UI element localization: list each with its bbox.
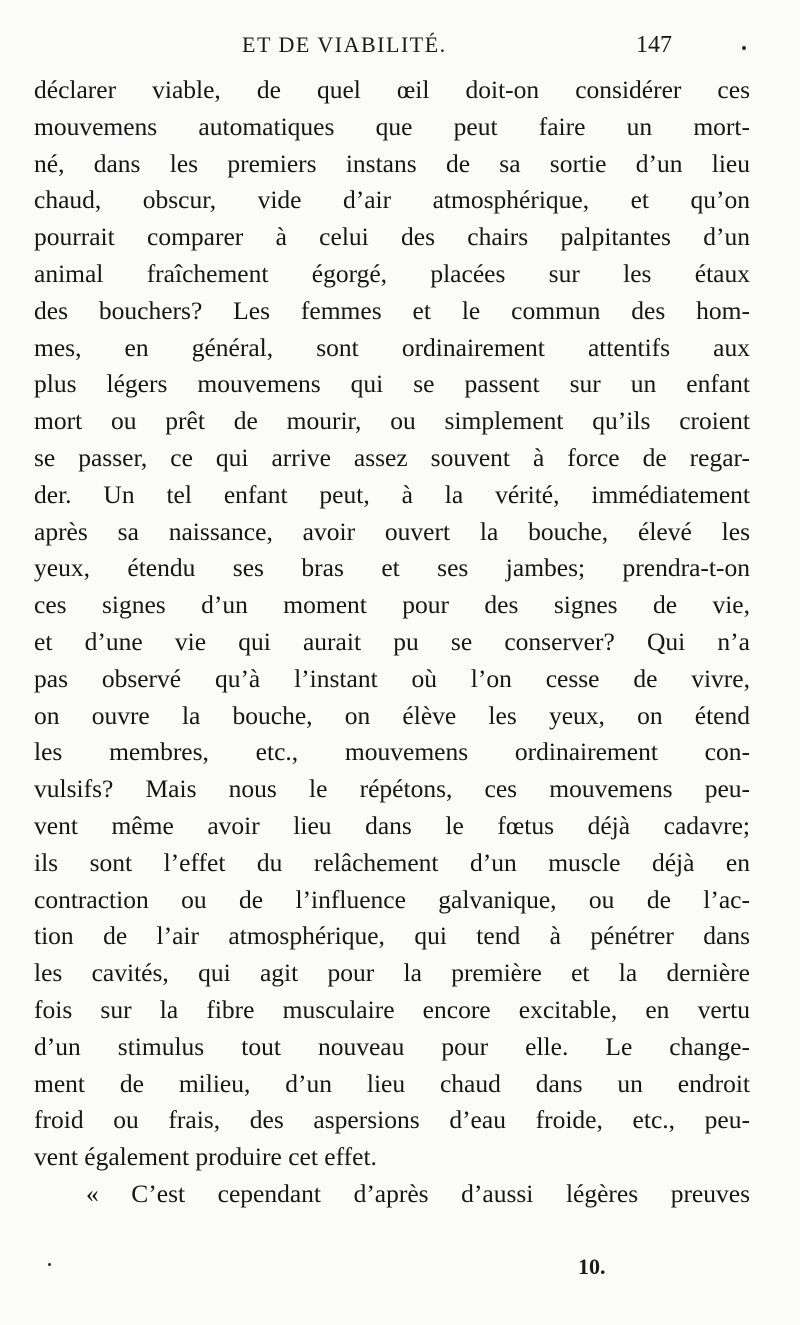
text-line: les membres, etc., mouvemens ordinairement con- [34,737,750,767]
text-line: mouvemens automatiques que peut faire un mort- [34,111,750,141]
text-line: et d’une vie qui aurait pu se conserver? Qui n’a [34,626,750,656]
text-line: après sa naissance, avoir ouvert la bouche, élevé les [34,516,750,546]
text-line: plus légers mouvemens qui se passent sur un enfant [34,369,750,399]
paragraph-end-line: vent également produire cet effet. [34,1142,377,1172]
text-line: d’un stimulus tout nouveau pour elle. Le change- [34,1031,750,1061]
text-line: vent même avoir lieu dans le fœtus déjà cadavre; [34,810,750,840]
text-line: pourrait comparer à celui des chairs palpitantes d’un [34,222,750,252]
text-line: animal fraîchement égorgé, placées sur les étaux [34,258,750,288]
text-line: fois sur la fibre musculaire encore excitable, en vertu [34,994,750,1024]
text-line: froid ou frais, des aspersions d’eau froide, etc., peu- [34,1105,750,1135]
ink-speck [48,1263,51,1266]
text-line: chaud, obscur, vide d’air atmosphérique, et qu’on [34,185,750,215]
text-line: mes, en général, sont ordinairement attentifs aux [34,332,750,362]
running-title: ET DE VIABILITÉ. [242,32,447,57]
text-line: ment de milieu, d’un lieu chaud dans un endroit [34,1068,750,1098]
quotation-opening-line: « C’est cependant d’après d’aussi légères preuves [86,1178,750,1208]
running-head [0,28,800,68]
text-line: der. Un tel enfant peut, à la vérité, immédiatement [34,479,750,509]
signature-mark: 10. [578,1254,606,1279]
text-line: déclarer viable, de quel œil doit-on considérer ces [34,75,750,104]
body-text [34,72,750,1213]
text-line: les cavités, qui agit pour la première et la dernière [34,958,750,988]
text-line: vulsifs? Mais nous le répétons, ces mouvemens peu- [34,774,750,804]
text-line: pas observé qu’à l’instant où l’on cesse de vivre, [34,663,750,693]
text-line: né, dans les premiers instans de sa sortie d’un lieu [34,148,750,178]
text-line: tion de l’air atmosphérique, qui tend à pénétrer dans [34,921,750,951]
ink-speck [742,46,746,50]
text-line: ils sont l’effet du relâchement d’un muscle déjà en [34,847,750,877]
text-line: yeux, étendu ses bras et ses jambes; prendra-t-on [34,553,750,583]
text-line: ces signes d’un moment pour des signes de vie, [34,590,750,620]
text-line: mort ou prêt de mourir, ou simplement qu’ils croient [34,406,750,436]
page-number: 147 [636,32,672,58]
text-line: contraction ou de l’influence galvanique, ou de l’ac- [34,884,750,914]
text-line: se passer, ce qui arrive assez souvent à force de regar- [34,442,750,472]
text-line: des bouchers? Les femmes et le commun des hom- [34,295,750,325]
text-line: on ouvre la bouche, on élève les yeux, on étend [34,700,750,730]
